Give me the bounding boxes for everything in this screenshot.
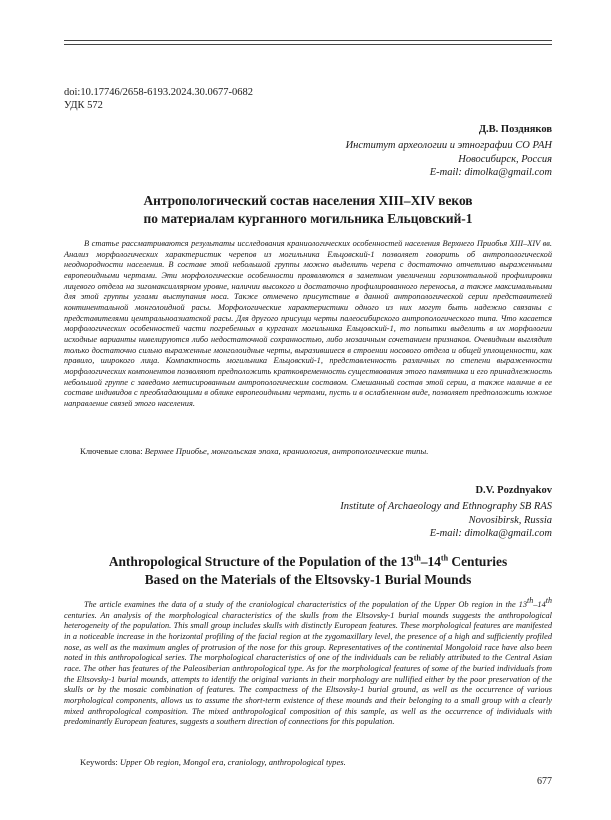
en-location: Novosibirsk, Russia — [468, 514, 552, 526]
en-title — [64, 553, 552, 589]
en-author-name: D.V. Pozdnyakov — [475, 485, 552, 496]
ru-author-name: Д.В. Поздняков — [478, 124, 552, 135]
en-author-block — [340, 484, 552, 541]
header-rule — [64, 40, 552, 41]
ru-email: E-mail: dimolka@gmail.com — [429, 167, 552, 179]
udk: УДК 572 — [64, 100, 103, 111]
ru-keywords-value: Верхнее Приобье, монгольская эпоха, краниология, антропологические типы. — [144, 446, 429, 456]
en-title-line1: Anthropological Structure of the Population of the 13th–14th Centuries — [108, 553, 508, 569]
ru-affiliation: Институт археологии и этнографии СО РАН — [345, 140, 552, 152]
page-number: 677 — [537, 776, 552, 787]
en-keywords — [80, 757, 550, 768]
ru-title-line1: Антропологический состав населения XIII–XIV веков — [143, 193, 473, 208]
ru-keywords-label: Ключевые слова: — [80, 446, 143, 456]
en-email: E-mail: dimolka@gmail.com — [429, 528, 552, 540]
ru-abstract: В статье рассматриваются результаты исследования краниологических особенностей населения Верхнего Приобья XIII–XIV вв. Анализ морфологических характеристик черепов из могильника Ельцовский-1 позволяет говорить об антропологической неоднородности населения. В составе этой небольшой группы можно выделить черепа с достаточно отчетливо выраженными европеоидными чертами. Эти морфологические особенности проявляются в заметном увеличении горизонтальной профилировки лицевого отдела на зигомаксиллярном уровне, наличии высокого и достаточно профилированного переносья, а также максимальными для этой группы углами выступания носа. Также отмечено присутствие в данной антропологической серии представителей континентальной монголоидной расы. Морфологические характеристики одного из них могут быть надежно связаны с представителями центральноазиатской расы. Для другого присущи черты палеосибирского антропологического типа. Что касается морфологических особенностей части погребенных в курганах могильника Ельцовский-1, то попытки выделить в их морфологии исходные варианты нивелируются либо недостаточной сохранностью, либо мозаичным сочетанием признаков. Очевидным выглядит только достаточно сильно выраженные монголоидные черты, выразившиеся в строении носового отдела и общей уплощенности, как правило, широкого лица. Компактность могильника Ельцовский-1, представленность различных по степени выраженности морфологических компонентов позволяют предположить кратковременность существования этого памятника и его принадлежность небольшой группе с заведомо метисированным антропологическим составом. Смешанный состав этой серии, а также наличие в ее составе индивидов с преобладающими в облике европеоидными чертами, пусть и в ослабленном виде, позволяет предположить южное направление связей этого населения. — [64, 239, 552, 408]
en-affiliation: Institute of Archaeology and Ethnography SB RAS — [340, 501, 552, 513]
ru-location: Новосибирск, Россия — [458, 153, 552, 165]
en-abstract: The article examines the data of a study of the craniological characteristics of the population of the Upper Ob region in the 13th–14th centuries. An analysis of the morphological characteristics of the skulls from the Eltsovsky-1 burial mounds suggests the anthropological heterogeneity of the population. This small group includes skulls with distinctly European features. These morphological features are manifested in a noticeable increase in the horizontal profiling of the facial region at the zygomaxillary level, the presence of a high and sufficiently profiled nose, as well as the maximum angles of protrusion of the nose for this group. Representatives of the continental Mongoloid race have also been noted in this anthropological series. The morphological characteristics of one of the individuals can be reliably attributed to the Central Asian race. The other has features of the Paleosiberian anthropological type. As for the morphological features of some of the buried individuals from the Eltsovsky-1 burial mounds, attempts to identify the original variants in their morphology are nullified either by the poor preservation of the skulls or by the mosaic combination of features. The compactness of the Eltsovsky-1 burial ground, as well as the occurrence of various morphological components, allows us to assume the short-term existence of these mounds and their belonging to a small group with a clearly mixed anthropological composition. The mixed anthropological composition of this sample, as well as the occurrence of individuals with predominantly European features, suggests a southern direction of connections for this population. — [64, 596, 552, 727]
ru-keywords — [80, 446, 550, 457]
en-title-line2: Based on the Materials of the Eltsovsky-1 Burial Mounds — [144, 572, 472, 587]
en-keywords-label: Keywords: — [80, 757, 118, 767]
ru-title-line2: по материалам курганного могильника Ельцовский-1 — [143, 211, 473, 226]
ru-title — [64, 192, 552, 228]
ru-author-block — [346, 123, 552, 180]
header-rule-thin — [64, 44, 552, 45]
en-keywords-value: Upper Ob region, Mongol era, craniology, anthropological types. — [119, 757, 346, 767]
doi: doi:10.17746/2658-6193.2024.30.0677-0682 — [64, 87, 253, 98]
